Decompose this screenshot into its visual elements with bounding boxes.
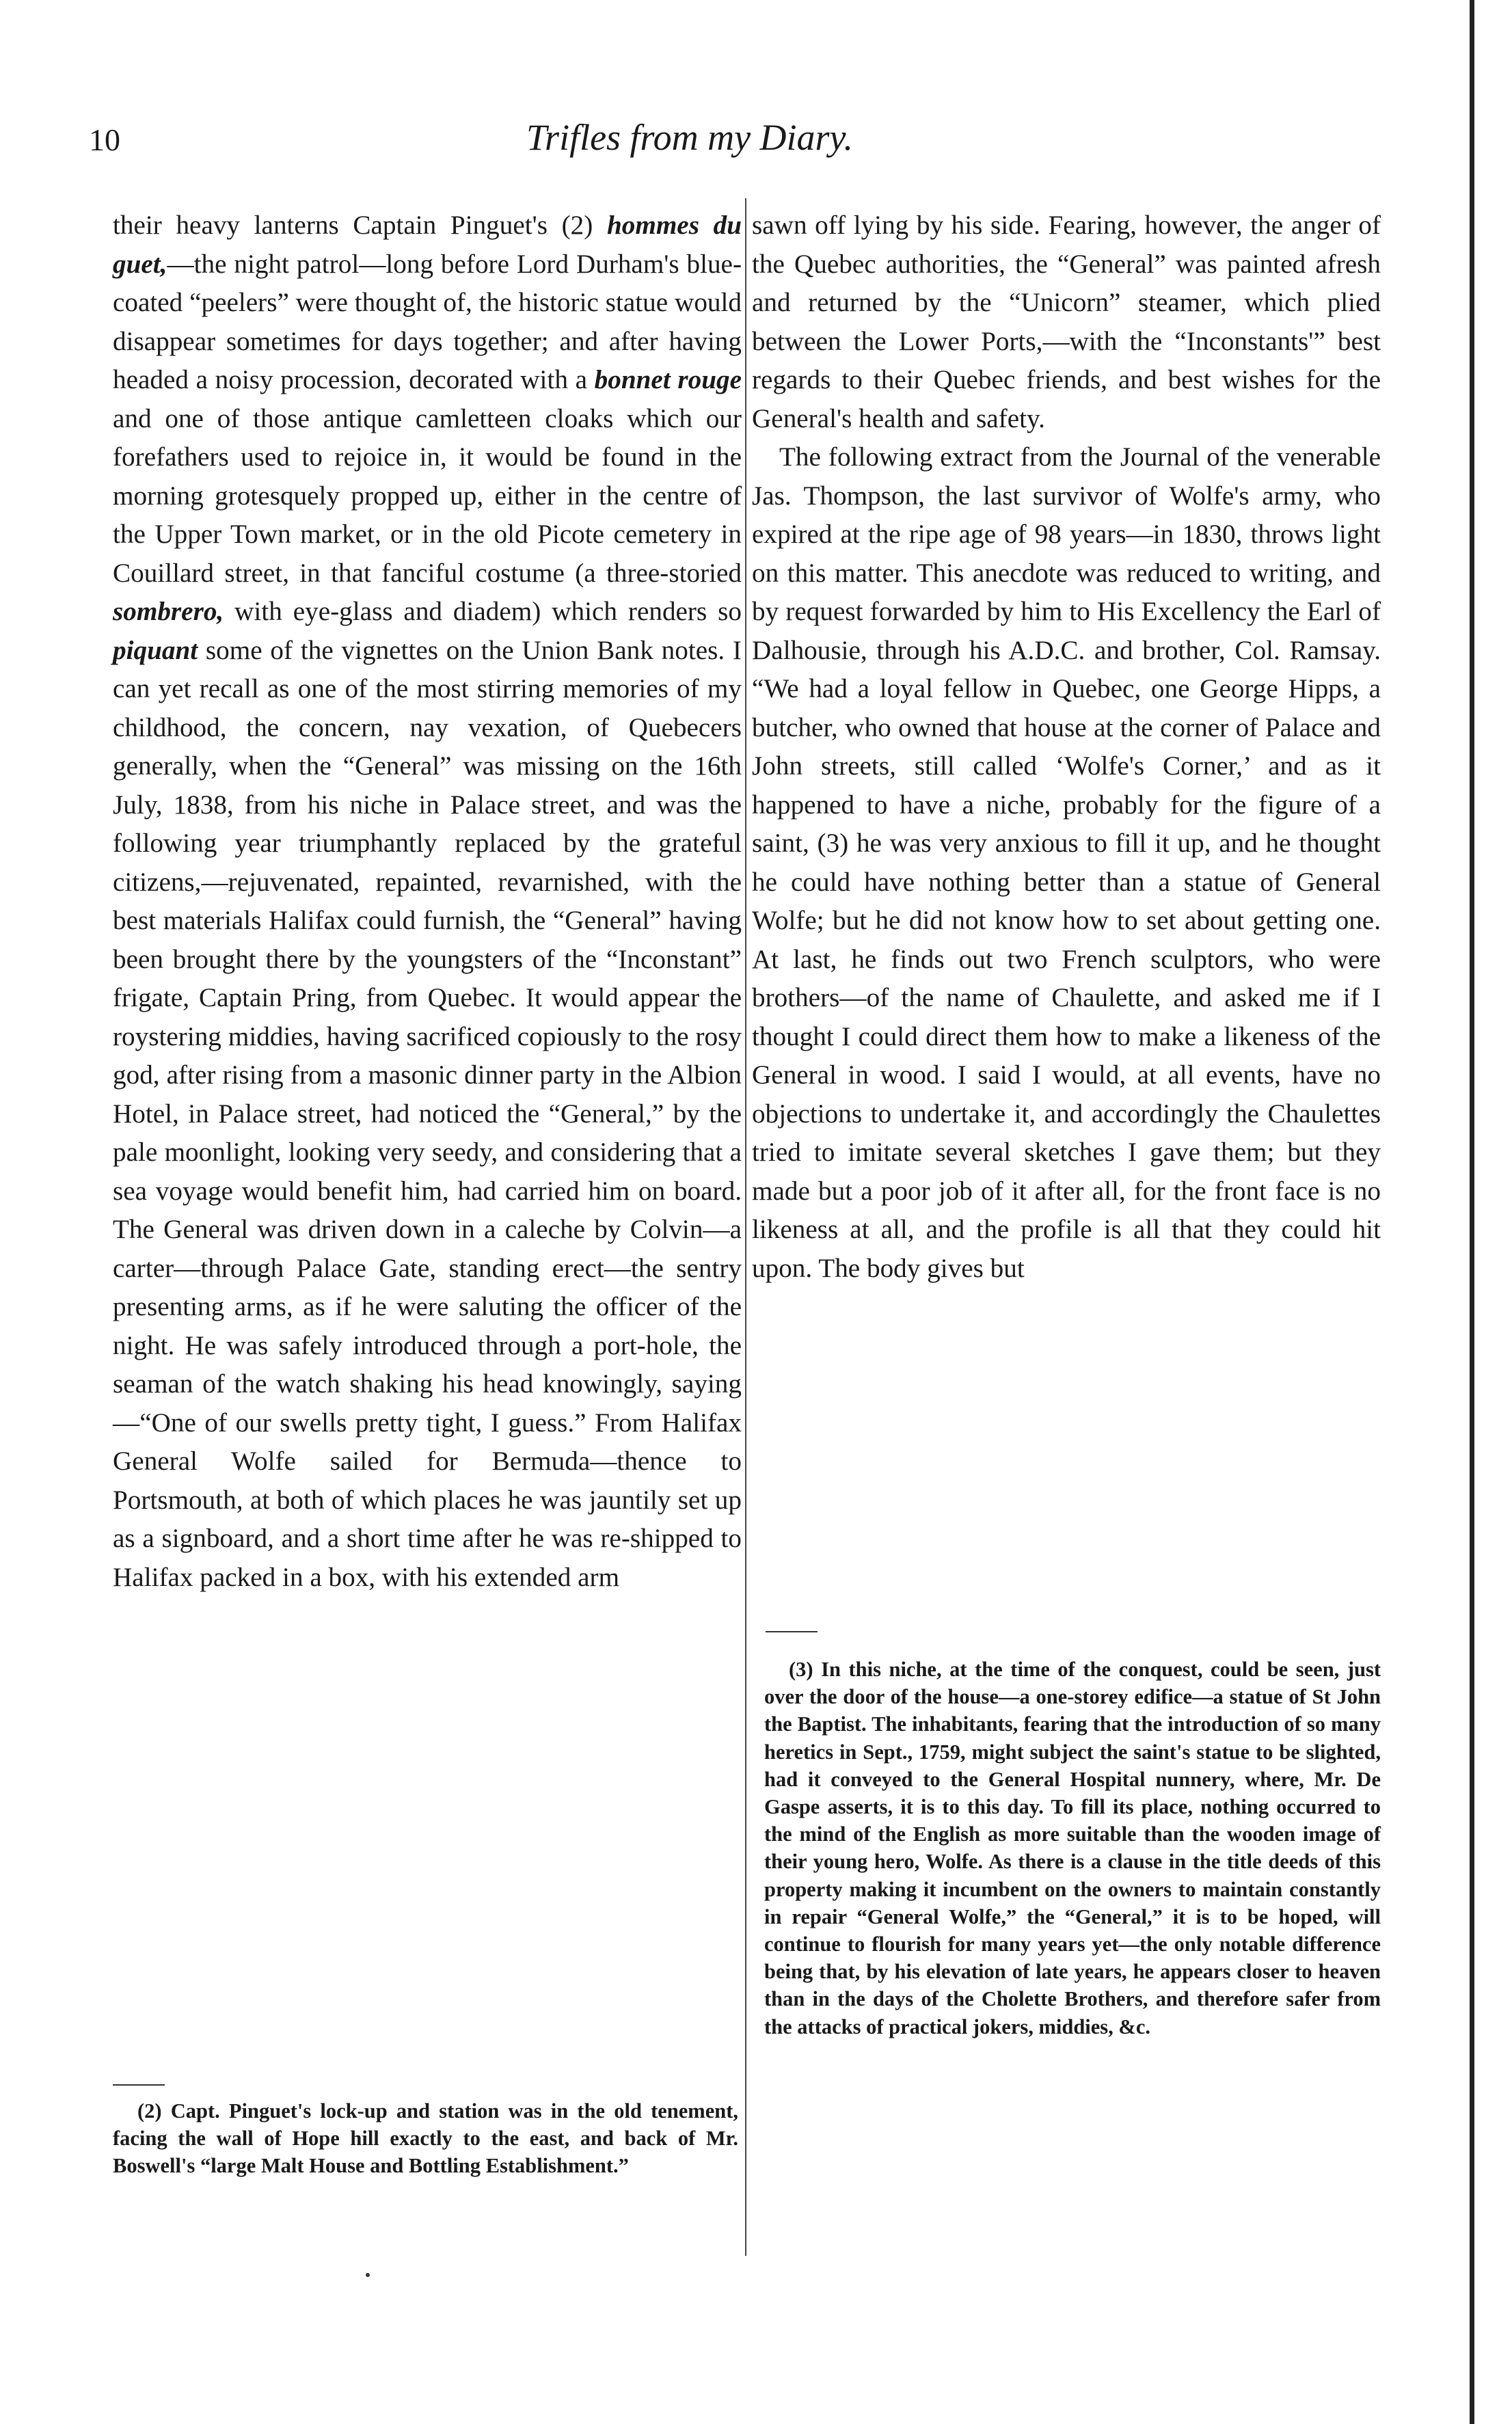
text-run: some of the vignettes on the Union Bank notes. I can yet recall as one of the most stirring memories of my childhood, the concern, nay vexation, of Quebecers generally, when the “General” was missing on the 16th July, 1838, from his niche in Palace street, and was the following year triumphantly replaced by the grateful citizens,—rejuvenated, repainted, revarnished, with the best materials Halifax could furnish, the “General” having been brought there by the youngsters of the “Inconstant” frigate, Captain Pring, from Quebec. It would appear the roystering middies, having sacrificed copiously to the rosy god, after rising from a masonic dinner party in the Albion Hotel, in Palace street, had noticed the “General,” by the pale moonlight, looking very seedy, and considering that a sea voyage would benefit him, had carried him on board. The General was driven down in a caleche by Colvin—a carter—through Palace Gate, standing erect—the sentry presenting arms, as if he were saluting the officer of the night. He was safely introduced through a port-hole, the seaman of the watch shaking his head knowingly, saying—“One of our swells pretty tight, I guess.” From Halifax General Wolfe sailed for Bermuda—thence to Portsmouth, at both of which places he was jauntily set up as a signboard, and a short time after he was re-shipped to Halifax packed in a box, with his extended arm <box>113 635 742 1592</box>
footnote-rule-right <box>766 1631 818 1632</box>
footnote-rule-left <box>113 2084 165 2086</box>
italic-run: bonnet rouge <box>594 365 742 394</box>
footnote-3-text: (3) In this niche, at the time of the conquest, could be seen, just over the door of the house—a one-storey edifice—a statue of St John the Baptist. The inhabitants, fearing that the introduction of so many heretics in Sept., 1759, might subject the saint's statue to be slighted, had it conveyed to the General Hospital nunnery, where, Mr. De Gaspe asserts, it is to this day. To fill its place, nothing occurred to the mind of the English as more suitable than the wooden image of their young hero, Wolfe. As there is a clause in the title deeds of this property making it incumbent on the owners to maintain constantly in repair “General Wolfe,” the “General,” it is to be hoped, will continue to flourish for many years yet—the only notable difference being that, by his elevation of late years, he appears closer to heaven than in the days of the Cholette Brothers, and therefore safer from the attacks of practical jokers, middies, &c. <box>764 1658 1381 2038</box>
column-divider <box>745 198 746 2256</box>
text-run: —the night patrol—long before Lord Durham's blue-coated “peelers” were thought of, the historic statue would disappear sometimes for days together; and after having headed a noisy procession, decorated with a <box>113 249 742 394</box>
right-paragraph-2: The following extract from the Journal of the venerable Jas. Thompson, the last survivor of Wolfe's army, who expired at the ripe age of 98 years—in 1830, throws light on this matter. This anecdote was reduced to writing, and by request forwarded by him to His Excellency the Earl of Dalhousie, through his A.D.C. and brother, Col. Ramsay. “We had a loyal fellow in Quebec, one George Hipps, a butcher, who owned that house at the corner of Palace and John streets, still called ‘Wolfe's Corner,’ and as it happened to have a niche, probably for the figure of a saint, (3) he was very anxious to fill it up, and he thought he could have nothing better than a statue of General Wolfe; but he did not know how to set about getting one. At last, he finds out two French sculptors, who were brothers—of the name of Chaulette, and asked me if I thought I could direct them how to make a likeness of the General in wood. I said I would, at all events, have no objections to undertake it, and accordingly the Chaulettes tried to imitate several sketches I gave them; but they made but a poor job of it after all, for the front face is no likeness at all, and the profile is all that they could hit upon. The body gives but <box>752 442 1381 1283</box>
running-title: Trifles from my Diary. <box>526 117 854 158</box>
footnote-2-text: (2) Capt. Pinguet's lock-up and station was in the old tenement, facing the wall of Hope hill exactly to the east, and back of Mr. Boswell's “large Malt House and Bottling Establishment.” <box>113 2099 738 2178</box>
footnote-2 <box>113 2097 738 2180</box>
italic-run: hommes du guet, <box>113 211 742 279</box>
italic-run: piquant <box>113 635 198 665</box>
ink-speck <box>366 2273 370 2277</box>
footnote-3 <box>764 1656 1381 2041</box>
right-column <box>752 206 1381 1288</box>
left-paragraph <box>113 206 742 1597</box>
text-run: with eye-glass and diadem) which renders so <box>224 597 742 626</box>
text-run: their heavy lanterns Captain Pinguet's (2) <box>113 211 607 240</box>
italic-run: sombrero, <box>113 597 224 626</box>
left-column <box>113 206 742 1597</box>
right-paragraph-1: sawn off lying by his side. Fearing, however, the anger of the Quebec authorities, the “General” was painted afresh and returned by the “Unicorn” steamer, which plied between the Lower Ports,—with the “Inconstants'” best regards to their Quebec friends, and best wishes for the General's health and safety. <box>752 211 1381 433</box>
text-run: and one of those antique camletteen cloaks which our forefathers used to rejoice in, it would be found in the morning grotesquely propped up, either in the centre of the Upper Town market, or in the old Picote cemetery in Couillard street, in that fanciful costume (a three-storied <box>113 403 742 588</box>
page-edge-line <box>1470 0 1474 2424</box>
page-number: 10 <box>89 122 120 157</box>
